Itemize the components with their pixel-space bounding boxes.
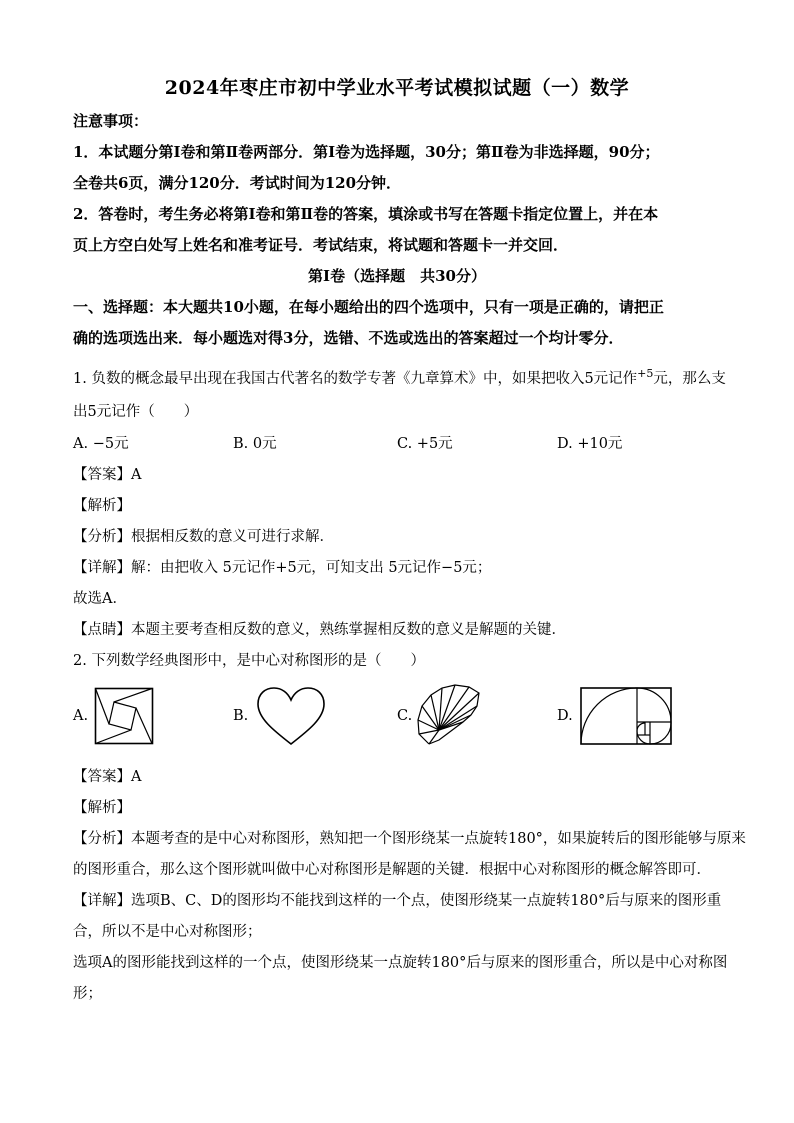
q1-stem <box>73 367 733 388</box>
q2-detail-1: 【详解】选项B、C、D的图形均不能找到这样的一个点，使图形绕某一点旋转180°后与原来的图形重 <box>73 893 722 909</box>
q2-detail-3: 选项A的图形能找到这样的一个点，使图形绕某一点旋转180°后与原来的图形重合，所以是中心对称图 <box>73 955 728 971</box>
notice-line-3: 2．答卷时，考生务必将第Ⅰ卷和第Ⅱ卷的答案，填涂或书写在答题卡指定位置上，并在本 <box>73 205 659 223</box>
q1-answer: 【答案】A <box>73 467 142 483</box>
q1-choose: 故选A． <box>73 591 127 607</box>
q2-label-b: B. <box>233 708 249 724</box>
golden-spiral-icon <box>580 687 672 745</box>
heart-icon <box>255 686 327 746</box>
section-line-1: 一、选择题：本大题共10小题，在每小题给出的四个选项中，只有一项是正确的，请把正 <box>73 298 664 316</box>
q1-detail: 【详解】解：由把收入 5元记作+5元，可知支出 5元记作−5元； <box>73 560 492 576</box>
q2-label-a: A. <box>73 708 89 724</box>
q2-fenxi-1: 【分析】本题考查的是中心对称图形，熟知把一个图形绕某一点旋转180°，如果旋转后的图形能够与原来 <box>73 831 746 847</box>
q1-fenxi: 【分析】根据相反数的意义可进行求解． <box>73 529 334 545</box>
section-line-2: 确的选项选出来．每小题选对得3分，选错、不选或选出的答案超过一个均计零分． <box>73 329 624 347</box>
q2-label-c: C. <box>397 708 413 724</box>
q1-stem-a: 1. 负数的概念最早出现在我国古代著名的数学专著《九章算术》中，如果把收入5元记作 <box>73 371 638 387</box>
notice-heading: 注意事项： <box>73 112 149 130</box>
q2-stem: 2. 下列数学经典图形中，是中心对称图形的是（ ） <box>73 653 425 669</box>
q2-answer: 【答案】A <box>73 769 142 785</box>
q1-option-b: B. 0元 <box>233 436 277 452</box>
q2-detail-4: 形； <box>73 986 102 1002</box>
q1-option-a: A. −5元 <box>73 436 129 452</box>
q1-stem-2: 出5元记作（ ） <box>73 404 199 420</box>
notice-line-1: 1．本试题分第Ⅰ卷和第Ⅱ卷两部分．第Ⅰ卷为选择题，30分；第Ⅱ卷为非选择题，90分； <box>73 143 660 161</box>
q2-label-d: D. <box>557 708 573 724</box>
q1-comment: 【点睛】本题主要考查相反数的意义，熟练掌握相反数的意义是解题的关键． <box>73 622 566 638</box>
notice-line-2: 全卷共6页，满分120分．考试时间为120分钟． <box>73 174 402 192</box>
q1-analysis: 【解析】 <box>73 498 131 514</box>
q2-detail-2: 合，所以不是中心对称图形； <box>73 924 262 940</box>
q1-option-d: D. +10元 <box>557 436 623 452</box>
q2-fenxi-2: 的图形重合，那么这个图形就叫做中心对称图形是解题的关键．根据中心对称图形的概念解答即可． <box>73 862 711 878</box>
page-title: 2024年枣庄市初中学业水平考试模拟试题（一）数学 <box>164 77 630 99</box>
q1-stem-b: 元，那么支 <box>653 371 726 387</box>
pinwheel-square-icon <box>94 687 154 745</box>
section-heading: 第Ⅰ卷（选择题 共30分） <box>308 267 486 285</box>
q2-analysis: 【解析】 <box>73 800 131 816</box>
spiral-fan-icon <box>417 684 481 746</box>
q1-stem-sup: +5 <box>637 367 654 381</box>
notice-line-4: 页上方空白处写上姓名和准考证号．考试结束，将试题和答题卡一并交回． <box>73 236 569 254</box>
q1-option-c: C. +5元 <box>397 436 453 452</box>
